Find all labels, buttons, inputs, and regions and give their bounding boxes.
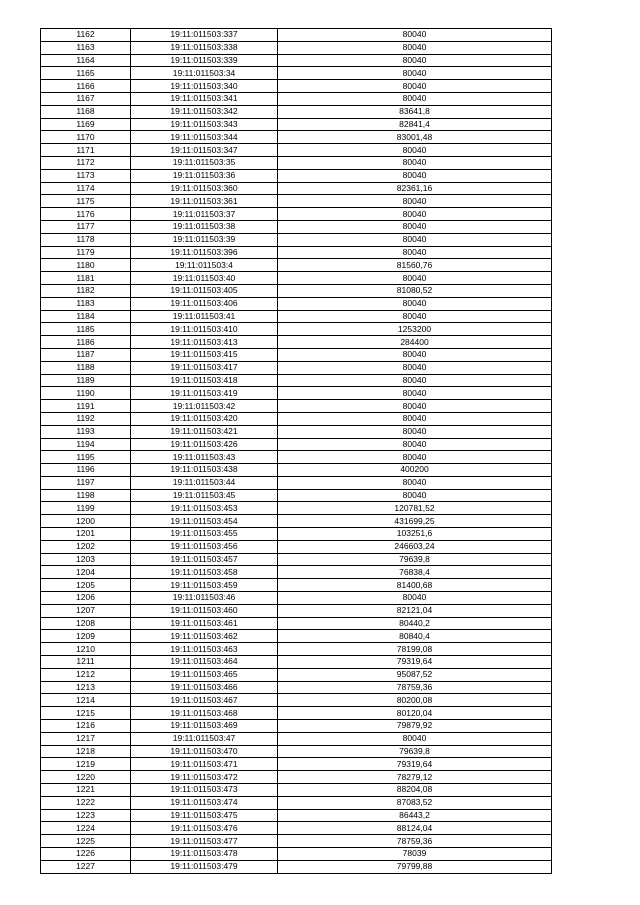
table-row <box>41 745 552 758</box>
value-cell: 80040 <box>278 169 552 182</box>
row-number-cell: 1193 <box>41 425 131 438</box>
row-number-cell: 1179 <box>41 246 131 259</box>
cadastral-number-cell: 19:11:011503:477 <box>131 835 278 848</box>
table-row <box>41 732 552 745</box>
table-row <box>41 156 552 169</box>
row-number-cell: 1224 <box>41 822 131 835</box>
table-row <box>41 438 552 451</box>
cadastral-number-cell: 19:11:011503:472 <box>131 771 278 784</box>
table-row <box>41 412 552 425</box>
table-row <box>41 566 552 579</box>
value-cell: 80840,4 <box>278 630 552 643</box>
value-cell: 80440,2 <box>278 617 552 630</box>
row-number-cell: 1205 <box>41 579 131 592</box>
cadastral-number-cell: 19:11:011503:453 <box>131 502 278 515</box>
value-cell: 80200,08 <box>278 694 552 707</box>
row-number-cell: 1168 <box>41 105 131 118</box>
cadastral-number-cell: 19:11:011503:47 <box>131 732 278 745</box>
cadastral-number-cell: 19:11:011503:458 <box>131 566 278 579</box>
row-number-cell: 1191 <box>41 400 131 413</box>
cadastral-number-cell: 19:11:011503:456 <box>131 540 278 553</box>
value-cell: 78759,36 <box>278 681 552 694</box>
row-number-cell: 1198 <box>41 489 131 502</box>
row-number-cell: 1227 <box>41 860 131 873</box>
value-cell: 87083,52 <box>278 796 552 809</box>
row-number-cell: 1212 <box>41 668 131 681</box>
table-row <box>41 169 552 182</box>
cadastral-number-cell: 19:11:011503:420 <box>131 412 278 425</box>
table-row <box>41 617 552 630</box>
cadastral-number-cell: 19:11:011503:360 <box>131 182 278 195</box>
cadastral-number-cell: 19:11:011503:419 <box>131 387 278 400</box>
table-row <box>41 195 552 208</box>
row-number-cell: 1176 <box>41 208 131 221</box>
cadastral-number-cell: 19:11:011503:421 <box>131 425 278 438</box>
row-number-cell: 1216 <box>41 720 131 733</box>
cadastral-number-cell: 19:11:011503:340 <box>131 80 278 93</box>
value-cell: 80040 <box>278 348 552 361</box>
value-cell: 80040 <box>278 400 552 413</box>
table-row <box>41 284 552 297</box>
cadastral-number-cell: 19:11:011503:37 <box>131 208 278 221</box>
row-number-cell: 1192 <box>41 412 131 425</box>
value-cell: 80040 <box>278 297 552 310</box>
value-cell: 80040 <box>278 387 552 400</box>
table-row <box>41 643 552 656</box>
row-number-cell: 1196 <box>41 464 131 477</box>
value-cell: 76838,4 <box>278 566 552 579</box>
cadastral-number-cell: 19:11:011503:462 <box>131 630 278 643</box>
value-cell: 80040 <box>278 246 552 259</box>
value-cell: 79799,88 <box>278 860 552 873</box>
cadastral-number-cell: 19:11:011503:406 <box>131 297 278 310</box>
value-cell: 82841,4 <box>278 118 552 131</box>
value-cell: 284400 <box>278 336 552 349</box>
table-row <box>41 502 552 515</box>
table-row <box>41 809 552 822</box>
cadastral-number-cell: 19:11:011503:476 <box>131 822 278 835</box>
row-number-cell: 1199 <box>41 502 131 515</box>
row-number-cell: 1206 <box>41 592 131 605</box>
value-cell: 80040 <box>278 67 552 80</box>
cadastral-number-cell: 19:11:011503:341 <box>131 92 278 105</box>
row-number-cell: 1173 <box>41 169 131 182</box>
row-number-cell: 1219 <box>41 758 131 771</box>
cadastral-number-cell: 19:11:011503:405 <box>131 284 278 297</box>
table-row <box>41 694 552 707</box>
value-cell: 80040 <box>278 272 552 285</box>
row-number-cell: 1201 <box>41 528 131 541</box>
table-row <box>41 579 552 592</box>
row-number-cell: 1200 <box>41 515 131 528</box>
table-row <box>41 796 552 809</box>
table-row <box>41 476 552 489</box>
value-cell: 80040 <box>278 233 552 246</box>
value-cell: 83001,48 <box>278 131 552 144</box>
cadastral-number-cell: 19:11:011503:38 <box>131 220 278 233</box>
table-row <box>41 400 552 413</box>
table-row <box>41 630 552 643</box>
value-cell: 80040 <box>278 592 552 605</box>
cadastral-number-cell: 19:11:011503:463 <box>131 643 278 656</box>
row-number-cell: 1188 <box>41 361 131 374</box>
row-number-cell: 1194 <box>41 438 131 451</box>
cadastral-number-cell: 19:11:011503:415 <box>131 348 278 361</box>
value-cell: 79319,64 <box>278 656 552 669</box>
value-cell: 86443,2 <box>278 809 552 822</box>
row-number-cell: 1162 <box>41 29 131 42</box>
value-cell: 82361,16 <box>278 182 552 195</box>
cadastral-number-cell: 19:11:011503:469 <box>131 720 278 733</box>
table-row <box>41 233 552 246</box>
table-row <box>41 707 552 720</box>
row-number-cell: 1214 <box>41 694 131 707</box>
cadastral-number-cell: 19:11:011503:42 <box>131 400 278 413</box>
table-row <box>41 54 552 67</box>
value-cell: 80040 <box>278 438 552 451</box>
table-row <box>41 361 552 374</box>
table-row <box>41 784 552 797</box>
table-row <box>41 220 552 233</box>
value-cell: 80040 <box>278 451 552 464</box>
row-number-cell: 1177 <box>41 220 131 233</box>
row-number-cell: 1215 <box>41 707 131 720</box>
row-number-cell: 1178 <box>41 233 131 246</box>
cadastral-number-cell: 19:11:011503:478 <box>131 848 278 861</box>
cadastral-number-cell: 19:11:011503:361 <box>131 195 278 208</box>
row-number-cell: 1165 <box>41 67 131 80</box>
table-row <box>41 259 552 272</box>
table-row <box>41 144 552 157</box>
table-row <box>41 592 552 605</box>
cadastral-number-cell: 19:11:011503:413 <box>131 336 278 349</box>
cadastral-number-cell: 19:11:011503:418 <box>131 374 278 387</box>
cadastral-number-cell: 19:11:011503:4 <box>131 259 278 272</box>
table-row <box>41 771 552 784</box>
value-cell: 80040 <box>278 361 552 374</box>
row-number-cell: 1190 <box>41 387 131 400</box>
table-row <box>41 720 552 733</box>
cadastral-number-cell: 19:11:011503:338 <box>131 41 278 54</box>
cadastral-number-cell: 19:11:011503:40 <box>131 272 278 285</box>
row-number-cell: 1180 <box>41 259 131 272</box>
cadastral-number-cell: 19:11:011503:457 <box>131 553 278 566</box>
row-number-cell: 1202 <box>41 540 131 553</box>
row-number-cell: 1220 <box>41 771 131 784</box>
cadastral-number-cell: 19:11:011503:46 <box>131 592 278 605</box>
table-row <box>41 668 552 681</box>
cadastral-value-table <box>40 28 552 874</box>
value-cell: 431699,25 <box>278 515 552 528</box>
value-cell: 80040 <box>278 156 552 169</box>
row-number-cell: 1171 <box>41 144 131 157</box>
cadastral-number-cell: 19:11:011503:339 <box>131 54 278 67</box>
cadastral-number-cell: 19:11:011503:34 <box>131 67 278 80</box>
value-cell: 80040 <box>278 92 552 105</box>
value-cell: 80040 <box>278 195 552 208</box>
row-number-cell: 1175 <box>41 195 131 208</box>
row-number-cell: 1167 <box>41 92 131 105</box>
table-row <box>41 553 552 566</box>
table-row <box>41 515 552 528</box>
table-row <box>41 118 552 131</box>
value-cell: 80040 <box>278 144 552 157</box>
value-cell: 80040 <box>278 489 552 502</box>
row-number-cell: 1197 <box>41 476 131 489</box>
value-cell: 81400,68 <box>278 579 552 592</box>
value-cell: 83641,8 <box>278 105 552 118</box>
row-number-cell: 1185 <box>41 323 131 336</box>
table-row <box>41 681 552 694</box>
value-cell: 81080,52 <box>278 284 552 297</box>
table-row <box>41 860 552 873</box>
value-cell: 78199,08 <box>278 643 552 656</box>
value-cell: 120781,52 <box>278 502 552 515</box>
cadastral-number-cell: 19:11:011503:344 <box>131 131 278 144</box>
table-row <box>41 92 552 105</box>
value-cell: 103251,6 <box>278 528 552 541</box>
row-number-cell: 1172 <box>41 156 131 169</box>
value-cell: 80040 <box>278 208 552 221</box>
table-row <box>41 297 552 310</box>
table-row <box>41 182 552 195</box>
table-row <box>41 105 552 118</box>
table-row <box>41 246 552 259</box>
row-number-cell: 1169 <box>41 118 131 131</box>
table-row <box>41 604 552 617</box>
cadastral-number-cell: 19:11:011503:466 <box>131 681 278 694</box>
table-body <box>41 29 552 874</box>
table-row <box>41 29 552 42</box>
value-cell: 80040 <box>278 732 552 745</box>
value-cell: 78039 <box>278 848 552 861</box>
row-number-cell: 1183 <box>41 297 131 310</box>
row-number-cell: 1218 <box>41 745 131 758</box>
value-cell: 1253200 <box>278 323 552 336</box>
value-cell: 400200 <box>278 464 552 477</box>
cadastral-number-cell: 19:11:011503:438 <box>131 464 278 477</box>
cadastral-number-cell: 19:11:011503:471 <box>131 758 278 771</box>
table-row <box>41 464 552 477</box>
cadastral-number-cell: 19:11:011503:479 <box>131 860 278 873</box>
value-cell: 80040 <box>278 425 552 438</box>
value-cell: 78279,12 <box>278 771 552 784</box>
value-cell: 80040 <box>278 54 552 67</box>
cadastral-number-cell: 19:11:011503:426 <box>131 438 278 451</box>
row-number-cell: 1181 <box>41 272 131 285</box>
row-number-cell: 1226 <box>41 848 131 861</box>
row-number-cell: 1164 <box>41 54 131 67</box>
row-number-cell: 1209 <box>41 630 131 643</box>
cadastral-number-cell: 19:11:011503:45 <box>131 489 278 502</box>
value-cell: 88124,04 <box>278 822 552 835</box>
value-cell: 95087,52 <box>278 668 552 681</box>
value-cell: 79639,8 <box>278 553 552 566</box>
row-number-cell: 1225 <box>41 835 131 848</box>
cadastral-number-cell: 19:11:011503:475 <box>131 809 278 822</box>
table-row <box>41 758 552 771</box>
table-row <box>41 489 552 502</box>
table-row <box>41 208 552 221</box>
table-row <box>41 41 552 54</box>
row-number-cell: 1223 <box>41 809 131 822</box>
row-number-cell: 1174 <box>41 182 131 195</box>
table-row <box>41 822 552 835</box>
row-number-cell: 1189 <box>41 374 131 387</box>
cadastral-number-cell: 19:11:011503:468 <box>131 707 278 720</box>
row-number-cell: 1166 <box>41 80 131 93</box>
table-row <box>41 374 552 387</box>
table-row <box>41 336 552 349</box>
value-cell: 80040 <box>278 220 552 233</box>
table-row <box>41 425 552 438</box>
value-cell: 88204,08 <box>278 784 552 797</box>
table-row <box>41 80 552 93</box>
row-number-cell: 1170 <box>41 131 131 144</box>
value-cell: 80040 <box>278 412 552 425</box>
row-number-cell: 1211 <box>41 656 131 669</box>
cadastral-number-cell: 19:11:011503:41 <box>131 310 278 323</box>
cadastral-number-cell: 19:11:011503:464 <box>131 656 278 669</box>
cadastral-number-cell: 19:11:011503:474 <box>131 796 278 809</box>
table-row <box>41 528 552 541</box>
value-cell: 81560,76 <box>278 259 552 272</box>
value-cell: 80120,04 <box>278 707 552 720</box>
cadastral-number-cell: 19:11:011503:347 <box>131 144 278 157</box>
row-number-cell: 1210 <box>41 643 131 656</box>
row-number-cell: 1186 <box>41 336 131 349</box>
table-row <box>41 848 552 861</box>
row-number-cell: 1163 <box>41 41 131 54</box>
cadastral-number-cell: 19:11:011503:343 <box>131 118 278 131</box>
row-number-cell: 1213 <box>41 681 131 694</box>
table-row <box>41 387 552 400</box>
row-number-cell: 1217 <box>41 732 131 745</box>
cadastral-number-cell: 19:11:011503:44 <box>131 476 278 489</box>
cadastral-number-cell: 19:11:011503:467 <box>131 694 278 707</box>
cadastral-number-cell: 19:11:011503:36 <box>131 169 278 182</box>
cadastral-number-cell: 19:11:011503:459 <box>131 579 278 592</box>
row-number-cell: 1195 <box>41 451 131 464</box>
value-cell: 80040 <box>278 41 552 54</box>
cadastral-number-cell: 19:11:011503:39 <box>131 233 278 246</box>
cadastral-number-cell: 19:11:011503:461 <box>131 617 278 630</box>
value-cell: 82121,04 <box>278 604 552 617</box>
cadastral-number-cell: 19:11:011503:342 <box>131 105 278 118</box>
row-number-cell: 1182 <box>41 284 131 297</box>
value-cell: 80040 <box>278 374 552 387</box>
table-row <box>41 323 552 336</box>
cadastral-number-cell: 19:11:011503:396 <box>131 246 278 259</box>
cadastral-number-cell: 19:11:011503:410 <box>131 323 278 336</box>
cadastral-number-cell: 19:11:011503:417 <box>131 361 278 374</box>
value-cell: 80040 <box>278 476 552 489</box>
cadastral-number-cell: 19:11:011503:470 <box>131 745 278 758</box>
table-row <box>41 348 552 361</box>
document-page <box>40 28 551 874</box>
value-cell: 79879,92 <box>278 720 552 733</box>
cadastral-number-cell: 19:11:011503:43 <box>131 451 278 464</box>
table-row <box>41 540 552 553</box>
row-number-cell: 1222 <box>41 796 131 809</box>
table-row <box>41 67 552 80</box>
table-row <box>41 656 552 669</box>
row-number-cell: 1184 <box>41 310 131 323</box>
table-row <box>41 310 552 323</box>
cadastral-number-cell: 19:11:011503:473 <box>131 784 278 797</box>
row-number-cell: 1208 <box>41 617 131 630</box>
value-cell: 78759,36 <box>278 835 552 848</box>
cadastral-number-cell: 19:11:011503:337 <box>131 29 278 42</box>
value-cell: 80040 <box>278 29 552 42</box>
row-number-cell: 1221 <box>41 784 131 797</box>
value-cell: 246603,24 <box>278 540 552 553</box>
cadastral-number-cell: 19:11:011503:465 <box>131 668 278 681</box>
cadastral-number-cell: 19:11:011503:460 <box>131 604 278 617</box>
row-number-cell: 1207 <box>41 604 131 617</box>
table-row <box>41 272 552 285</box>
value-cell: 80040 <box>278 310 552 323</box>
cadastral-number-cell: 19:11:011503:454 <box>131 515 278 528</box>
cadastral-number-cell: 19:11:011503:35 <box>131 156 278 169</box>
value-cell: 79319,64 <box>278 758 552 771</box>
cadastral-number-cell: 19:11:011503:455 <box>131 528 278 541</box>
row-number-cell: 1203 <box>41 553 131 566</box>
table-row <box>41 131 552 144</box>
row-number-cell: 1204 <box>41 566 131 579</box>
table-row <box>41 451 552 464</box>
table-row <box>41 835 552 848</box>
row-number-cell: 1187 <box>41 348 131 361</box>
value-cell: 80040 <box>278 80 552 93</box>
value-cell: 79639,8 <box>278 745 552 758</box>
